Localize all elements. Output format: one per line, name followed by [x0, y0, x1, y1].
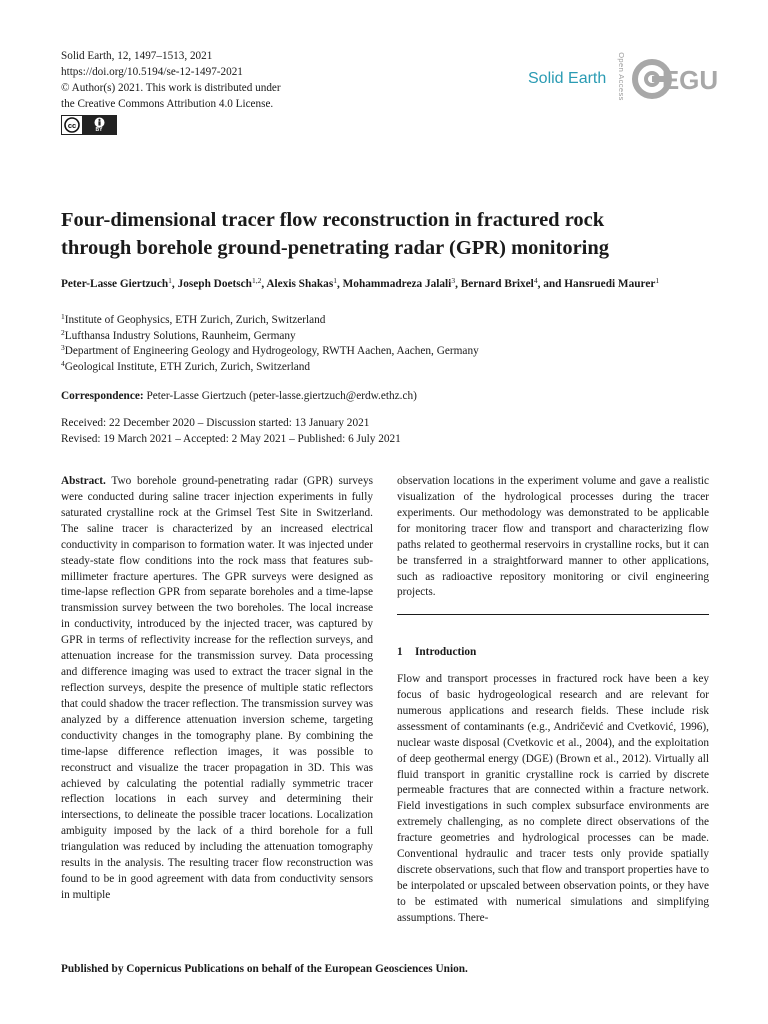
- author-affiliation-marker: 4: [533, 276, 538, 285]
- section-title: Introduction: [415, 646, 477, 658]
- section-divider: [397, 614, 709, 615]
- author-affiliation-marker: 1,2: [251, 276, 262, 285]
- attribution-icon: [82, 116, 116, 134]
- correspondence-text: Peter-Lasse Giertzuch (peter-lasse.giertzuch@erdw.ethz.ch): [143, 390, 417, 402]
- affiliation-marker: 1: [61, 312, 65, 321]
- affiliation-text: Department of Engineering Geology and Hydrogeology, RWTH Aachen, Aachen, Germany: [64, 345, 479, 358]
- affiliation-marker: 3: [61, 343, 65, 353]
- cc-by-label: BY: [95, 127, 103, 133]
- author-name: Mohammadreza Jalali: [342, 278, 452, 290]
- paper-title: Four-dimensional tracer flow reconstruction in fractured rock through borehole ground-penetrating radar (GPR) monitoring: [61, 209, 610, 259]
- abstract-label: Abstract.: [61, 475, 106, 487]
- section-number: 1: [397, 646, 403, 658]
- section-heading-introduction: [397, 646, 476, 658]
- publication-dates: [61, 416, 401, 447]
- author-separator: ,: [455, 278, 461, 290]
- affiliation-text: Geological Institute, ETH Zurich, Zurich, Switzerland: [64, 360, 311, 373]
- affiliation-item: [61, 329, 479, 345]
- correspondence: [61, 388, 417, 404]
- author-separator: ,: [336, 278, 343, 290]
- copyright-line: © Author(s) 2021. This work is distributed under: [61, 82, 281, 94]
- correspondence-label: Correspondence:: [61, 390, 144, 402]
- author-affiliation-marker: 1: [333, 276, 337, 285]
- citation: Solid Earth, 12, 1497–1513, 2021: [61, 50, 213, 62]
- affiliation-item: [61, 313, 479, 329]
- article-metadata: [61, 48, 281, 135]
- abstract-paragraph: [61, 474, 373, 904]
- author-separator: ,: [261, 278, 267, 290]
- svg-text:EGU: EGU: [661, 65, 719, 95]
- license-line: the Creative Commons Attribution 4.0 License.: [61, 98, 274, 110]
- author-affiliation-marker: 1: [168, 276, 172, 285]
- cc-by-badge[interactable]: [61, 115, 117, 135]
- abstract-column: [61, 474, 373, 904]
- affiliation-item: [61, 344, 479, 360]
- author-name: Bernard Brixel: [460, 278, 534, 290]
- journal-name: Solid Earth: [528, 70, 607, 87]
- open-access-label: Open Access: [616, 52, 626, 101]
- author-affiliation-marker: 1: [655, 276, 660, 285]
- dates-line-2: Revised: 19 March 2021 – Accepted: 2 May 2021 – Published: 6 July 2021: [61, 432, 401, 445]
- affiliation-text: Institute of Geophysics, ETH Zurich, Zurich, Switzerland: [64, 314, 326, 326]
- author-list: [61, 276, 711, 292]
- cc-icon: [62, 116, 82, 134]
- affiliation-marker: 2: [61, 327, 65, 337]
- author-name: Peter-Lasse Giertzuch: [61, 278, 169, 290]
- affiliation-text: Lufthansa Industry Solutions, Raunheim, Germany: [64, 329, 296, 342]
- svg-text:cc: cc: [67, 121, 77, 130]
- author-name: Joseph Doetsch: [177, 278, 252, 290]
- egu-logo: [632, 54, 719, 104]
- introduction-paragraph: Flow and transport processes in fractured rock have been a key focus of basic hydrogeological research and are relevant for numerous applications and research fields. These include risk assessment of contaminants (e.g., Andričević and Cvetković, 1996), nuclear waste disposal (Cvetkovic et al., 2004), and the exploitation of deep geothermal energy (DGE) (Brown et al., 2012). Virtually all fluid transport in granitic crystalline rock is carried by discrete permeable fractures that are connected within a fracture network. Field investigations in such complex subsurface environments are extremely challenging, as no complete direct observations of the fracture geometries and hydrological processes can be made. Conventional hydraulic and tracer tests only provide spatially discrete observations, such that flow and transport properties have to be interpolated or upscaled between observation points, or they have to be estimated with numerical simulations and simplifying assumptions. There-: [397, 673, 709, 924]
- doi-link[interactable]: https://doi.org/10.5194/se-12-1497-2021: [61, 66, 243, 78]
- publisher-footer: Published by Copernicus Publications on behalf of the European Geosciences Union.: [61, 963, 468, 975]
- dates-line-1: Received: 22 December 2020 – Discussion started: 13 January 2021: [61, 417, 370, 429]
- abstract-continuation: observation locations in the experiment volume and gave a realistic visualization of the hydrological processes during the tracer experiments. Our methodology was demonstrated to be applicable for monitoring tracer flow and transport and characterizing flow paths related to geothermal reservoirs in crystalline rocks, but it can be transferred in a straightforward manner to other applications, such as radioactive repository monitoring or civil engineering projects.: [397, 475, 709, 599]
- affiliation-marker: 4: [61, 358, 65, 368]
- author-separator: , and: [537, 278, 565, 290]
- affiliation-list: [61, 313, 479, 375]
- author-name: Alexis Shakas: [266, 278, 334, 290]
- author-name: Hansruedi Maurer: [564, 278, 656, 290]
- abstract-continuation-column: [397, 474, 709, 601]
- abstract-text: Two borehole ground-penetrating radar (GPR) surveys were conducted during saline tracer injection experiments in fully saturated crystalline rock at the Grimsel Test Site in Switzerland. The saline tracer is characterized by an increased electrical conductivity in comparison to formation water. It was injected under steady-state flow conditions into the rock mass that features sub-millimeter fracture apertures. The GPR surveys were designed as time-lapse reflection GPR from separate boreholes and a time-lapse transmission survey between the two boreholes. The local increase in conductivity, introduced by the injected tracer, was captured by GPR in terms of reflectivity increase for the reflection surveys, and attenuation increase for the transmission survey. Data processing and difference imaging was used to extract the tracer signal in the reflection surveys, despite the presence of multiple static reflectors that could shadow the tracer reflection. The transmission survey was analyzed by a difference attenuation inversion scheme, targeting conductivity changes in the tomography plane. By combining the time-lapse difference reflection images, it was possible to reconstruct and visualize the tracer propagation in 3D. This was achieved by calculating the potential radially symmetric tracer reflection locations in each survey and determining their intersections, to delineate the possible tracer locations. Localization ambiguity imposed by the lack of a third borehole for a full triangulation was reduced by including the attenuation tomography results in the analysis. The resulting tracer flow reconstruction was found to be in good agreement with data from conductivity sensors in multiple: [61, 475, 373, 901]
- author-separator: ,: [171, 278, 178, 290]
- affiliation-item: [61, 360, 479, 376]
- author-affiliation-marker: 3: [451, 276, 456, 285]
